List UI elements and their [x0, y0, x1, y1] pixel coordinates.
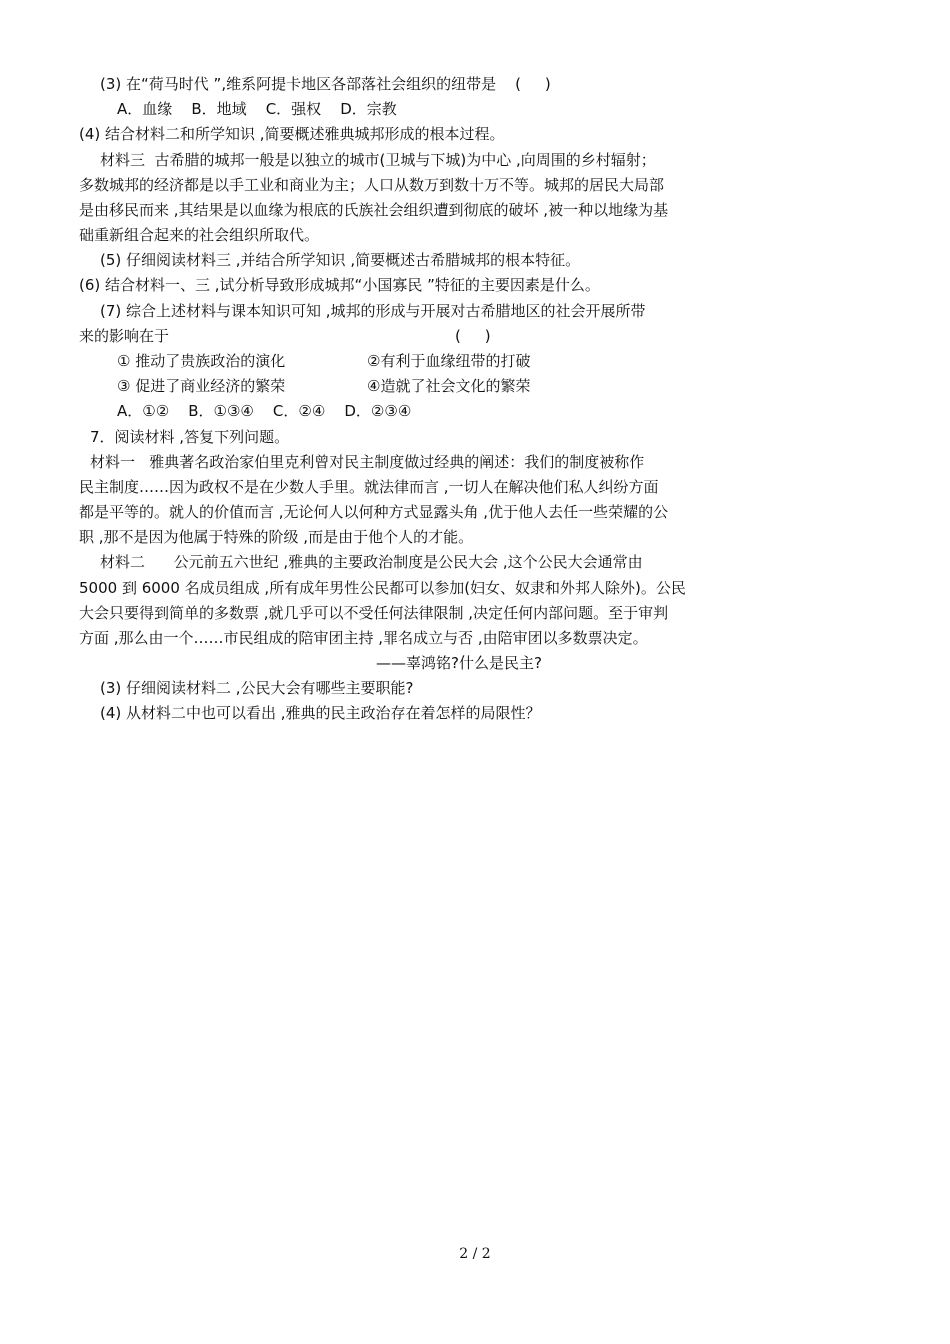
- text-line: ③ 促进了商业经济的繁荣: [117, 377, 286, 395]
- text-line: ④造就了社会文化的繁荣: [367, 377, 531, 395]
- text-line: (5) 仔细阅读材料三 ,并结合所学知识 ,简要概述古希腊城邦的根本特征。: [100, 251, 581, 269]
- text-line: ( ): [455, 327, 491, 345]
- text-line: 础重新组合起来的社会组织所取代。: [79, 226, 320, 244]
- text-line: 材料一 雅典著名政治家伯里克利曾对民主制度做过经典的阐述：我们的制度被称作: [90, 453, 645, 471]
- text-line: 材料三 古希腊的城邦一般是以独立的城市(卫城与下城)为中心 ,向周围的乡村辐射；: [100, 151, 656, 169]
- text-line: 民主制度……因为政权不是在少数人手里。就法律而言 ,一切人在解决他们私人纠纷方面: [79, 478, 659, 496]
- text-line: ——辜鸿铭?什么是民主?: [376, 654, 542, 672]
- text-line: A．血缘 B．地域 C．强权 D．宗教: [117, 100, 397, 118]
- text-line: (3) 在“荷马时代 ”,维系阿提卡地区各部落社会组织的纽带是 ( ): [100, 75, 551, 93]
- text-line: A．①② B．①③④ C．②④ D．②③④: [117, 402, 412, 420]
- text-line: 方面 ,那么由一个……市民组成的陪审团主持 ,罪名成立与否 ,由陪审团以多数票决定。: [79, 629, 648, 647]
- text-line: 5000 到 6000 名成员组成 ,所有成年男性公民都可以参加(妇女、奴隶和外邦人除外)。公民: [79, 579, 686, 597]
- text-line: 职 ,那不是因为他属于特殊的阶级 ,而是由于他个人的才能。: [79, 528, 474, 546]
- text-line: 是由移民而来 ,其结果是以血缘为根底的氏族社会组织遭到彻底的破坏 ,被一种以地缘为基: [79, 201, 669, 219]
- text-line: 大会只要得到简单的多数票 ,就几乎可以不受任何法律限制 ,决定任何内部问题。至于审判: [79, 604, 669, 622]
- text-line: ① 推动了贵族政治的演化: [117, 352, 286, 370]
- text-line: 材料二 公元前五六世纪 ,雅典的主要政治制度是公民大会 ,这个公民大会通常由: [100, 553, 643, 571]
- text-line: (4) 从材料二中也可以看出 ,雅典的民主政治存在着怎样的局限性？: [100, 704, 541, 722]
- text-line: (7) 综合上述材料与课本知识可知 ,城邦的形成与开展对古希腊地区的社会开展所带: [100, 302, 646, 320]
- page-number: 2 / 2: [459, 1246, 491, 1262]
- text-line: ②有利于血缘纽带的打破: [367, 352, 531, 370]
- text-line: 来的影响在于: [79, 327, 170, 345]
- text-line: (4) 结合材料二和所学知识 ,简要概述雅典城邦形成的根本过程。: [79, 125, 505, 143]
- text-line: (6) 结合材料一、三 ,试分析导致形成城邦“小国寡民 ”特征的主要因素是什么。: [79, 276, 600, 294]
- text-line: 多数城邦的经济都是以手工业和商业为主；人口从数万到数十万不等。城邦的居民大局部: [79, 176, 665, 194]
- text-line: (3) 仔细阅读材料二 ,公民大会有哪些主要职能?: [100, 679, 414, 697]
- text-line: 都是平等的。就人的价值而言 ,无论何人以何种方式显露头角 ,优于他人去任一些荣耀的公: [79, 503, 669, 521]
- text-line: 7．阅读材料 ,答复下列问题。: [90, 428, 290, 446]
